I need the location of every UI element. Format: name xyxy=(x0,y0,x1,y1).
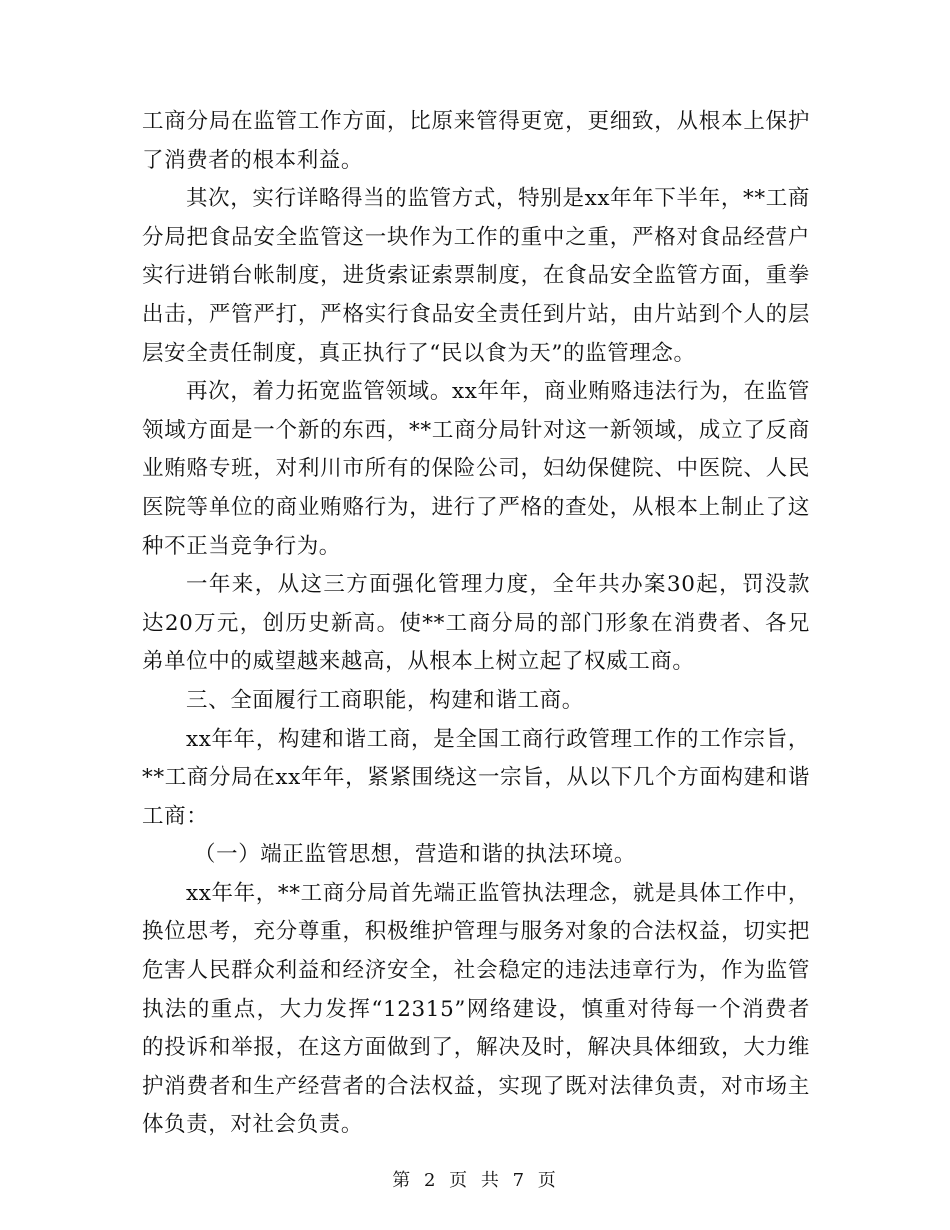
subsection-heading-1: （一）端正监管思想，营造和谐的执法环境。 xyxy=(194,842,637,868)
paragraph-4: 一年来，从这三方面强化管理力度，全年共办案30起，罚没款达20万元，创历史新高。使**工商分局的部门形象在消费者、各兄弟单位中的威望越来越高，从根本上树立起了权威工商。 xyxy=(142,572,810,675)
page-number-footer: 第 2 页 共 7 页 xyxy=(392,1170,558,1191)
paragraph-2: 其次，实行详略得当的监管方式，特别是xx年年下半年，**工商分局把食品安全监管这一块作为工作的重中之重，严格对食品经营户实行进销台帐制度，进货索证索票制度，在食品安全监管方面，重拳出击，严管严打，严格实行食品安全责任到片站，由片站到个人的层层安全责任制度，真正执行了“民以食为天”的监管理念。 xyxy=(142,186,810,366)
paragraph-1: 工商分局在监管工作方面，比原来管得更宽，更细致，从根本上保护了消费者的根本利益。 xyxy=(142,109,810,173)
paragraph-6: xx年年，构建和谐工商，是全国工商行政管理工作的工作宗旨，**工商分局在xx年年，紧紧围绕这一宗旨，从以下几个方面构建和谐工商： xyxy=(142,726,810,829)
paragraph-3: 再次，着力拓宽监管领域。xx年年，商业贿赂违法行为，在监管领域方面是一个新的东西，**工商分局针对这一新领域，成立了反商业贿赂专班，对利川市所有的保险公司，妇幼保健院、中医院、人民医院等单位的商业贿赂行为，进行了严格的查处，从根本上制止了这种不正当竞争行为。 xyxy=(142,379,810,559)
document-body xyxy=(142,103,810,1145)
section-heading-3: 三、全面履行工商职能，构建和谐工商。 xyxy=(186,687,584,713)
paragraph-8: xx年年，**工商分局首先端正监管执法理念，就是具体工作中，换位思考，充分尊重，积极维护管理与服务对象的合法权益，切实把危害人民群众利益和经济安全，社会稳定的违法违章行为，作为监管执法的重点，大力发挥“12315”网络建设，慎重对待每一个消费者的投诉和举报，在这方面做到了，解决及时，解决具体细致，大力维护消费者和生产经营者的合法权益，实现了既对法律负责，对市场主体负责，对社会负责。 xyxy=(142,880,810,1138)
